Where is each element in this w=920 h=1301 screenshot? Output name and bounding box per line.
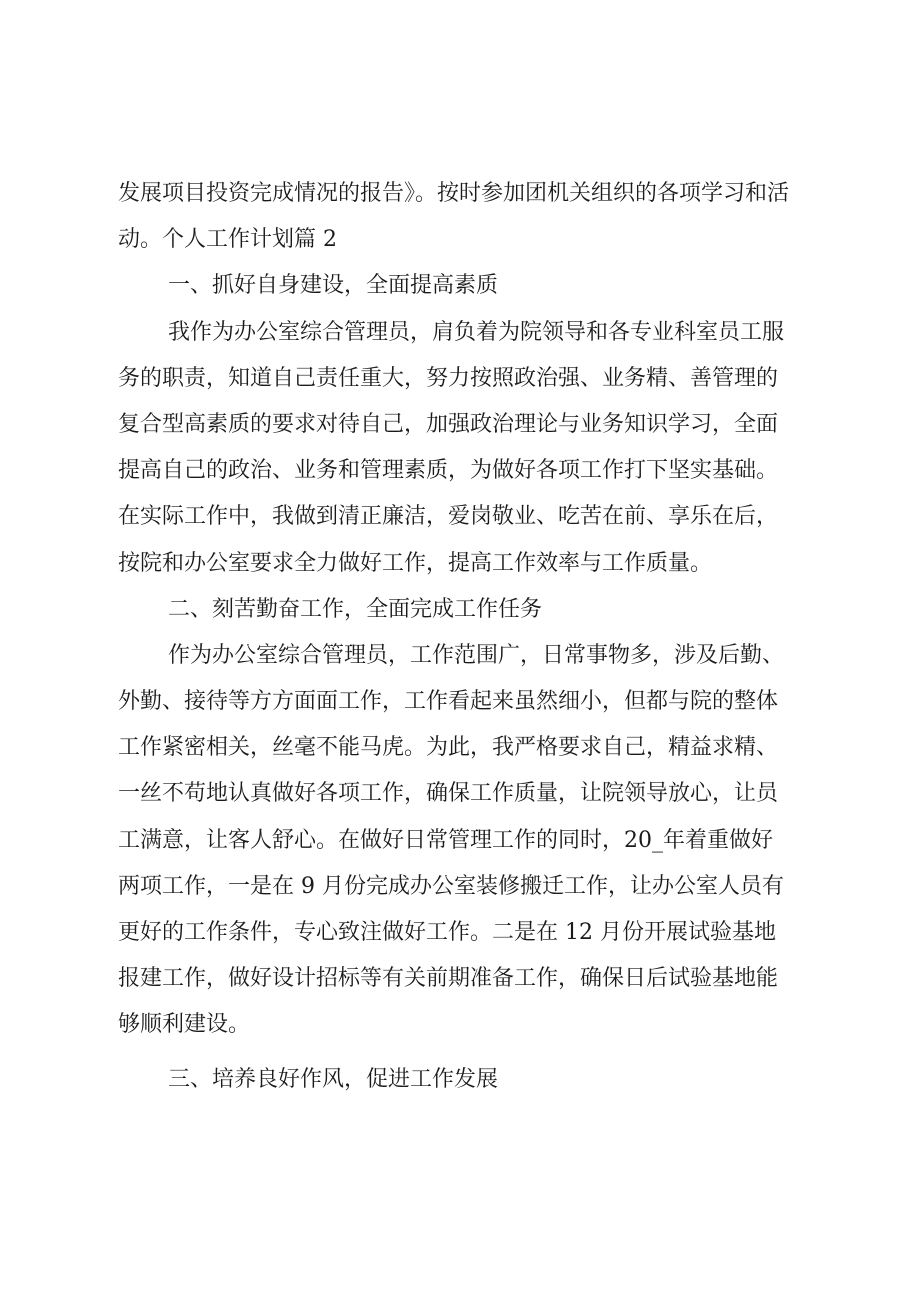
text-line: 按院和办公室要求全力做好工作，提高工作效率与工作质量。 bbox=[118, 550, 713, 576]
text-line: 我作为办公室综合管理员，肩负着为院领导和各专业科室员工服 bbox=[168, 319, 785, 345]
section-heading-3: 三、培养良好作风，促进工作发展 bbox=[168, 1066, 499, 1092]
text-line: 在实际工作中，我做到清正廉洁，爱岗敬业、吃苦在前、享乐在后， bbox=[118, 504, 779, 530]
text-line: 务的职责，知道自己责任重大，努力按照政治强、业务精、善管理的 bbox=[118, 365, 779, 391]
text-line: 够顺利建设。 bbox=[118, 1012, 251, 1038]
text-line: 报建工作，做好设计招标等有关前期准备工作，确保日后试验基地能 bbox=[118, 966, 779, 992]
text-line: 工满意，让客人舒心。在做好日常管理工作的同时，20_年着重做好 bbox=[118, 827, 773, 853]
text-line: 更好的工作条件，专心致注做好工作。二是在 12 月份开展试验基地 bbox=[118, 920, 776, 945]
text-line: 工作紧密相关，丝毫不能马虎。为此，我严格要求自己，精益求精、 bbox=[118, 735, 779, 761]
text-line: 复合型高素质的要求对待自己，加强政治理论与业务知识学习，全面 bbox=[118, 411, 779, 437]
text-line: 发展项目投资完成情况的报告》。按时参加团机关组织的各项学习和活 bbox=[118, 181, 790, 206]
text-line: 提高自己的政治、业务和管理素质，为做好各项工作打下坚实基础。 bbox=[118, 458, 779, 484]
text-line: 外勤、接待等方方面面工作，工作看起来虽然细小，但都与院的整体 bbox=[118, 689, 779, 715]
text-line: 作为办公室综合管理员，工作范围广，日常事物多，涉及后勤、 bbox=[168, 642, 785, 668]
text-line: 一丝不苟地认真做好各项工作，确保工作质量，让院领导放心，让员 bbox=[118, 781, 779, 807]
text-line: 动。个人工作计划篇 2 bbox=[118, 227, 337, 253]
document-body bbox=[118, 171, 808, 1103]
text-line: 两项工作，一是在 9 月份完成办公室装修搬迁工作，让办公室人员有 bbox=[118, 873, 784, 899]
section-heading-2: 二、刻苦勤奋工作，全面完成工作任务 bbox=[168, 596, 543, 622]
section-heading-1: 一、抓好自身建设，全面提高素质 bbox=[168, 273, 499, 299]
